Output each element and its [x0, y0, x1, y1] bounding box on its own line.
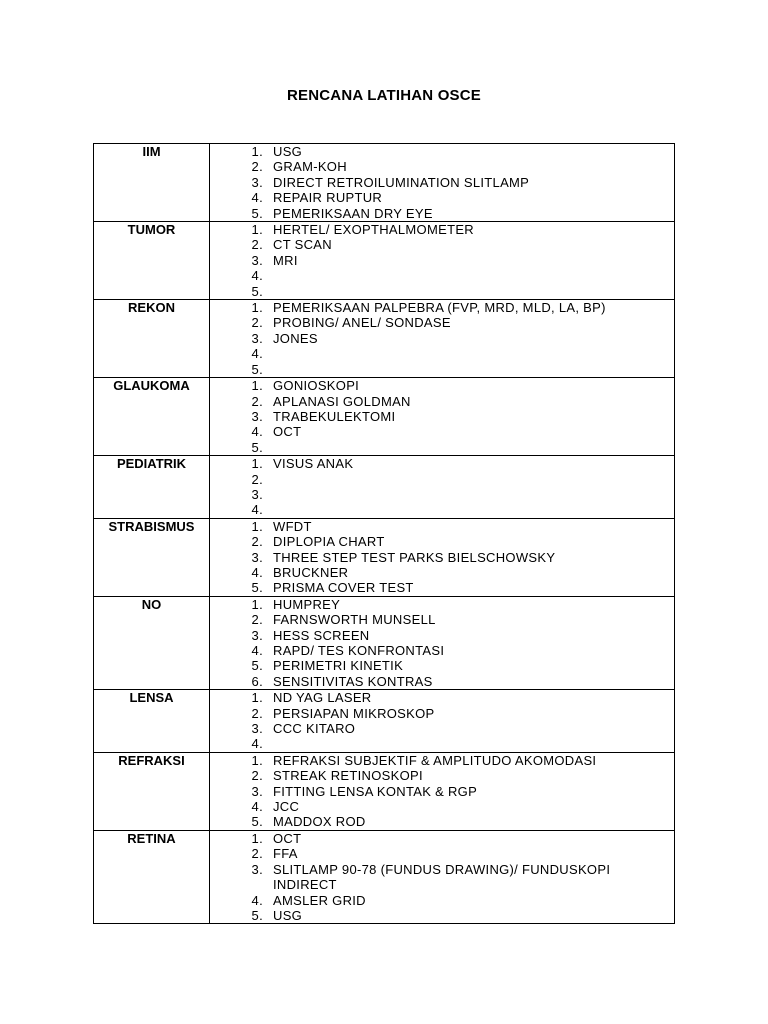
item-text: [263, 331, 674, 346]
item-text: [263, 799, 674, 814]
item-number: 4.: [251, 190, 263, 206]
list-item: [210, 144, 674, 159]
item-number: 2.: [251, 705, 263, 721]
item-text-line: AMSLER GRID: [273, 892, 366, 908]
item-text-line: USG: [273, 907, 303, 923]
items-cell: [210, 144, 675, 222]
item-text: [263, 144, 674, 159]
item-number: 4.: [251, 564, 263, 580]
list-item: [210, 159, 674, 174]
category-cell: [94, 378, 210, 456]
list-item: [210, 331, 674, 346]
list-item: [210, 893, 674, 908]
item-number: 3.: [251, 408, 263, 424]
list-item: [210, 175, 674, 190]
item-text-line: DIRECT RETROILUMINATION SLITLAMP: [273, 174, 530, 190]
table-body: [94, 144, 675, 924]
list-item: [210, 597, 674, 612]
items-cell: [210, 222, 675, 300]
items-cell: [210, 830, 675, 923]
item-number: 3.: [251, 252, 263, 268]
item-text: [263, 190, 674, 205]
list-item: [210, 674, 674, 689]
item-text-line: BRUCKNER: [273, 564, 349, 580]
item-text: [263, 862, 674, 893]
list-item: [210, 814, 674, 829]
item-number: 2.: [251, 393, 263, 409]
items-cell: [210, 752, 675, 830]
item-number: 2.: [251, 612, 263, 628]
item-text-line: FITTING LENSA KONTAK & RGP: [273, 783, 478, 799]
list-item: [210, 784, 674, 799]
item-text-line: HESS SCREEN: [273, 627, 370, 643]
item-text-line: DIPLOPIA CHART: [273, 534, 385, 550]
items-cell: [210, 690, 675, 753]
table-row: [94, 690, 675, 753]
item-text: [263, 706, 674, 721]
item-text: [263, 253, 674, 268]
item-text: [263, 394, 674, 409]
item-number: 3.: [251, 549, 263, 565]
item-text: [263, 580, 674, 595]
item-text: [263, 424, 674, 439]
item-number: 5.: [251, 907, 263, 923]
list-item: [210, 362, 674, 377]
list-item: [210, 456, 674, 471]
item-number: 5.: [251, 361, 263, 377]
list-item: [210, 768, 674, 783]
item-text: [263, 284, 674, 299]
item-text-line: REPAIR RUPTUR: [273, 190, 383, 206]
list-item: [210, 237, 674, 252]
item-number: 2.: [251, 315, 263, 331]
category-label: REFRAKSI: [118, 752, 185, 768]
list-item: [210, 502, 674, 517]
item-text-line: SENSITIVITAS KONTRAS: [273, 673, 433, 689]
item-text-line: [273, 346, 674, 361]
list-item: [210, 268, 674, 283]
item-number: 4.: [251, 424, 263, 440]
item-number: 1.: [251, 690, 263, 706]
item-number: 4.: [251, 502, 263, 518]
list-item: [210, 222, 674, 237]
list-item: [210, 472, 674, 487]
item-number: 5.: [251, 283, 263, 299]
item-number: 4.: [251, 268, 263, 284]
item-number: 5.: [251, 658, 263, 674]
item-text: [263, 908, 674, 923]
item-text-line: FARNSWORTH MUNSELL: [273, 612, 436, 628]
item-number: 4.: [251, 346, 263, 362]
category-cell: [94, 752, 210, 830]
item-text-line: OCT: [273, 424, 302, 440]
item-text-line: REFRAKSI SUBJEKTIF & AMPLITUDO AKOMODASI: [273, 752, 597, 768]
item-text: [263, 175, 674, 190]
item-text-line: USG: [273, 144, 303, 159]
item-text: [263, 346, 674, 361]
item-text-line: MADDOX ROD: [273, 814, 366, 830]
list-item: [210, 565, 674, 580]
list-item: [210, 550, 674, 565]
item-number: 3.: [251, 330, 263, 346]
item-text: [263, 784, 674, 799]
item-text: [263, 440, 674, 455]
items-cell: [210, 300, 675, 378]
item-text: [263, 674, 674, 689]
table-row: [94, 378, 675, 456]
item-text-line: [273, 362, 674, 377]
item-number: 3.: [251, 721, 263, 737]
item-text: [263, 378, 674, 393]
category-label: REKON: [128, 300, 175, 316]
item-number: 5.: [251, 205, 263, 221]
category-label: TUMOR: [127, 222, 176, 238]
item-text: [263, 658, 674, 673]
item-text-line: THREE STEP TEST PARKS BIELSCHOWSKY: [273, 549, 556, 565]
item-text-line: ND YAG LASER: [273, 690, 372, 706]
item-text: [263, 502, 674, 517]
item-text: [263, 472, 674, 487]
category-label: NO: [141, 596, 162, 612]
item-text-line: CT SCAN: [273, 237, 332, 253]
item-text: [263, 628, 674, 643]
item-text-line: PROBING/ ANEL/ SONDASE: [273, 315, 451, 331]
list-item: [210, 519, 674, 534]
item-text: [263, 362, 674, 377]
item-text: [263, 206, 674, 221]
item-number: 2.: [251, 471, 263, 487]
list-item: [210, 831, 674, 846]
item-number: 1.: [251, 752, 263, 768]
item-text-line: OCT: [273, 830, 302, 846]
item-text-line: APLANASI GOLDMAN: [273, 393, 411, 409]
item-number: 2.: [251, 846, 263, 862]
list-item: [210, 534, 674, 549]
item-number: 2.: [251, 768, 263, 784]
item-number: 1.: [251, 378, 263, 394]
category-label: IIM: [142, 144, 161, 159]
list-item: [210, 300, 674, 315]
item-text-line: HUMPREY: [273, 596, 341, 612]
item-text: [263, 487, 674, 502]
item-text: [263, 315, 674, 330]
item-number: 3.: [251, 627, 263, 643]
table-row: [94, 596, 675, 689]
item-number: 3.: [251, 174, 263, 190]
table-row: [94, 144, 675, 222]
item-text: [263, 237, 674, 252]
item-number: 1.: [251, 144, 263, 159]
item-text-line: FFA: [273, 846, 298, 862]
item-text: [263, 456, 674, 471]
category-cell: [94, 456, 210, 519]
category-cell: [94, 596, 210, 689]
list-item: [210, 487, 674, 502]
item-text-line: PRISMA COVER TEST: [273, 580, 414, 596]
item-number: 1.: [251, 222, 263, 238]
list-item: [210, 612, 674, 627]
item-text: [263, 550, 674, 565]
category-cell: [94, 144, 210, 222]
table-row: [94, 222, 675, 300]
list-item: [210, 394, 674, 409]
list-item: [210, 284, 674, 299]
list-item: [210, 736, 674, 751]
item-number: 5.: [251, 580, 263, 596]
item-text-line: PEMERIKSAAN PALPEBRA (FVP, MRD, MLD, LA, BP): [273, 300, 606, 316]
item-text: [263, 768, 674, 783]
item-text-line: [273, 440, 674, 455]
list-item: [210, 799, 674, 814]
list-item: [210, 190, 674, 205]
item-text: [263, 893, 674, 908]
item-text-line: CCC KITARO: [273, 721, 356, 737]
item-text-line: SLITLAMP 90-78 (FUNDUS DRAWING)/ FUNDUSKOPI: [273, 861, 611, 877]
category-label: PEDIATRIK: [116, 456, 187, 472]
item-text: [263, 690, 674, 705]
item-text-line: RAPD/ TES KONFRONTASI: [273, 643, 445, 658]
item-number: 2.: [251, 159, 263, 175]
item-text-line: TRABEKULEKTOMI: [273, 408, 396, 424]
item-text: [263, 736, 674, 751]
category-label: GLAUKOMA: [113, 378, 190, 394]
item-text-line: JONES: [273, 330, 318, 346]
item-text-line: GRAM-KOH: [273, 159, 347, 175]
list-item: [210, 643, 674, 658]
item-text: [263, 519, 674, 534]
list-item: [210, 206, 674, 221]
item-text: [263, 268, 674, 283]
item-number: 1.: [251, 830, 263, 846]
table-row: [94, 830, 675, 923]
page-title: RENCANA LATIHAN OSCE: [287, 87, 481, 104]
list-item: [210, 440, 674, 455]
item-text: [263, 643, 674, 658]
item-text: [263, 612, 674, 627]
item-text-line: PEMERIKSAAN DRY EYE: [273, 205, 433, 221]
table-row: [94, 518, 675, 596]
item-number: 3.: [251, 783, 263, 799]
list-item: [210, 315, 674, 330]
list-item: [210, 253, 674, 268]
item-number: 4.: [251, 892, 263, 908]
item-text-line: INDIRECT: [273, 877, 337, 893]
item-text: [263, 831, 674, 846]
item-number: 1.: [251, 300, 263, 316]
item-text: [263, 721, 674, 736]
item-text-line: STREAK RETINOSKOPI: [273, 768, 423, 784]
items-cell: [210, 518, 675, 596]
item-text: [263, 222, 674, 237]
item-text: [263, 846, 674, 861]
item-text-line: [273, 472, 674, 487]
item-text: [263, 597, 674, 612]
item-text-line: [273, 268, 674, 283]
item-text: [263, 814, 674, 829]
category-label: RETINA: [127, 830, 176, 846]
item-text-line: [273, 736, 674, 751]
item-text-line: WFDT: [273, 518, 312, 534]
item-number: 6.: [251, 673, 263, 689]
category-cell: [94, 518, 210, 596]
item-number: 1.: [251, 518, 263, 534]
item-text: [263, 409, 674, 424]
table-row: [94, 300, 675, 378]
table-row: [94, 456, 675, 519]
items-cell: [210, 456, 675, 519]
item-text-line: PERIMETRI KINETIK: [273, 658, 404, 674]
list-item: [210, 721, 674, 736]
item-text-line: [273, 284, 674, 299]
item-number: 4.: [251, 736, 263, 752]
list-item: [210, 658, 674, 673]
list-item: [210, 628, 674, 643]
list-item: [210, 346, 674, 361]
table-row: [94, 752, 675, 830]
item-text-line: [273, 502, 674, 517]
list-item: [210, 706, 674, 721]
item-text-line: VISUS ANAK: [273, 456, 354, 472]
item-number: 4.: [251, 643, 263, 658]
item-number: 4.: [251, 799, 263, 815]
item-text-line: HERTEL/ EXOPTHALMOMETER: [273, 222, 474, 238]
item-text: [263, 159, 674, 174]
items-cell: [210, 378, 675, 456]
item-number: 3.: [251, 486, 263, 502]
item-number: 1.: [251, 456, 263, 472]
item-number: 1.: [251, 596, 263, 612]
category-cell: [94, 300, 210, 378]
item-text-line: MRI: [273, 252, 298, 268]
category-label: LENSA: [129, 690, 174, 706]
item-text: [263, 565, 674, 580]
list-item: [210, 409, 674, 424]
item-text: [263, 534, 674, 549]
item-text: [263, 753, 674, 768]
list-item: [210, 690, 674, 705]
list-item: [210, 846, 674, 861]
category-cell: [94, 830, 210, 923]
osce-plan-table: [93, 143, 675, 924]
list-item: [210, 378, 674, 393]
list-item: [210, 580, 674, 595]
item-number: 5.: [251, 439, 263, 455]
list-item: [210, 424, 674, 439]
list-item: [210, 753, 674, 768]
item-text-line: GONIOSKOPI: [273, 378, 360, 394]
item-text-line: JCC: [273, 799, 300, 815]
category-cell: [94, 690, 210, 753]
item-number: 3.: [251, 861, 263, 877]
item-number: 5.: [251, 814, 263, 830]
category-cell: [94, 222, 210, 300]
items-cell: [210, 596, 675, 689]
item-text: [263, 300, 674, 315]
item-number: 2.: [251, 237, 263, 253]
list-item: [210, 908, 674, 923]
item-text-line: PERSIAPAN MIKROSKOP: [273, 705, 435, 721]
item-number: 2.: [251, 534, 263, 550]
list-item: [210, 862, 674, 893]
item-text-line: [273, 487, 674, 502]
category-label: STRABISMUS: [108, 518, 195, 534]
